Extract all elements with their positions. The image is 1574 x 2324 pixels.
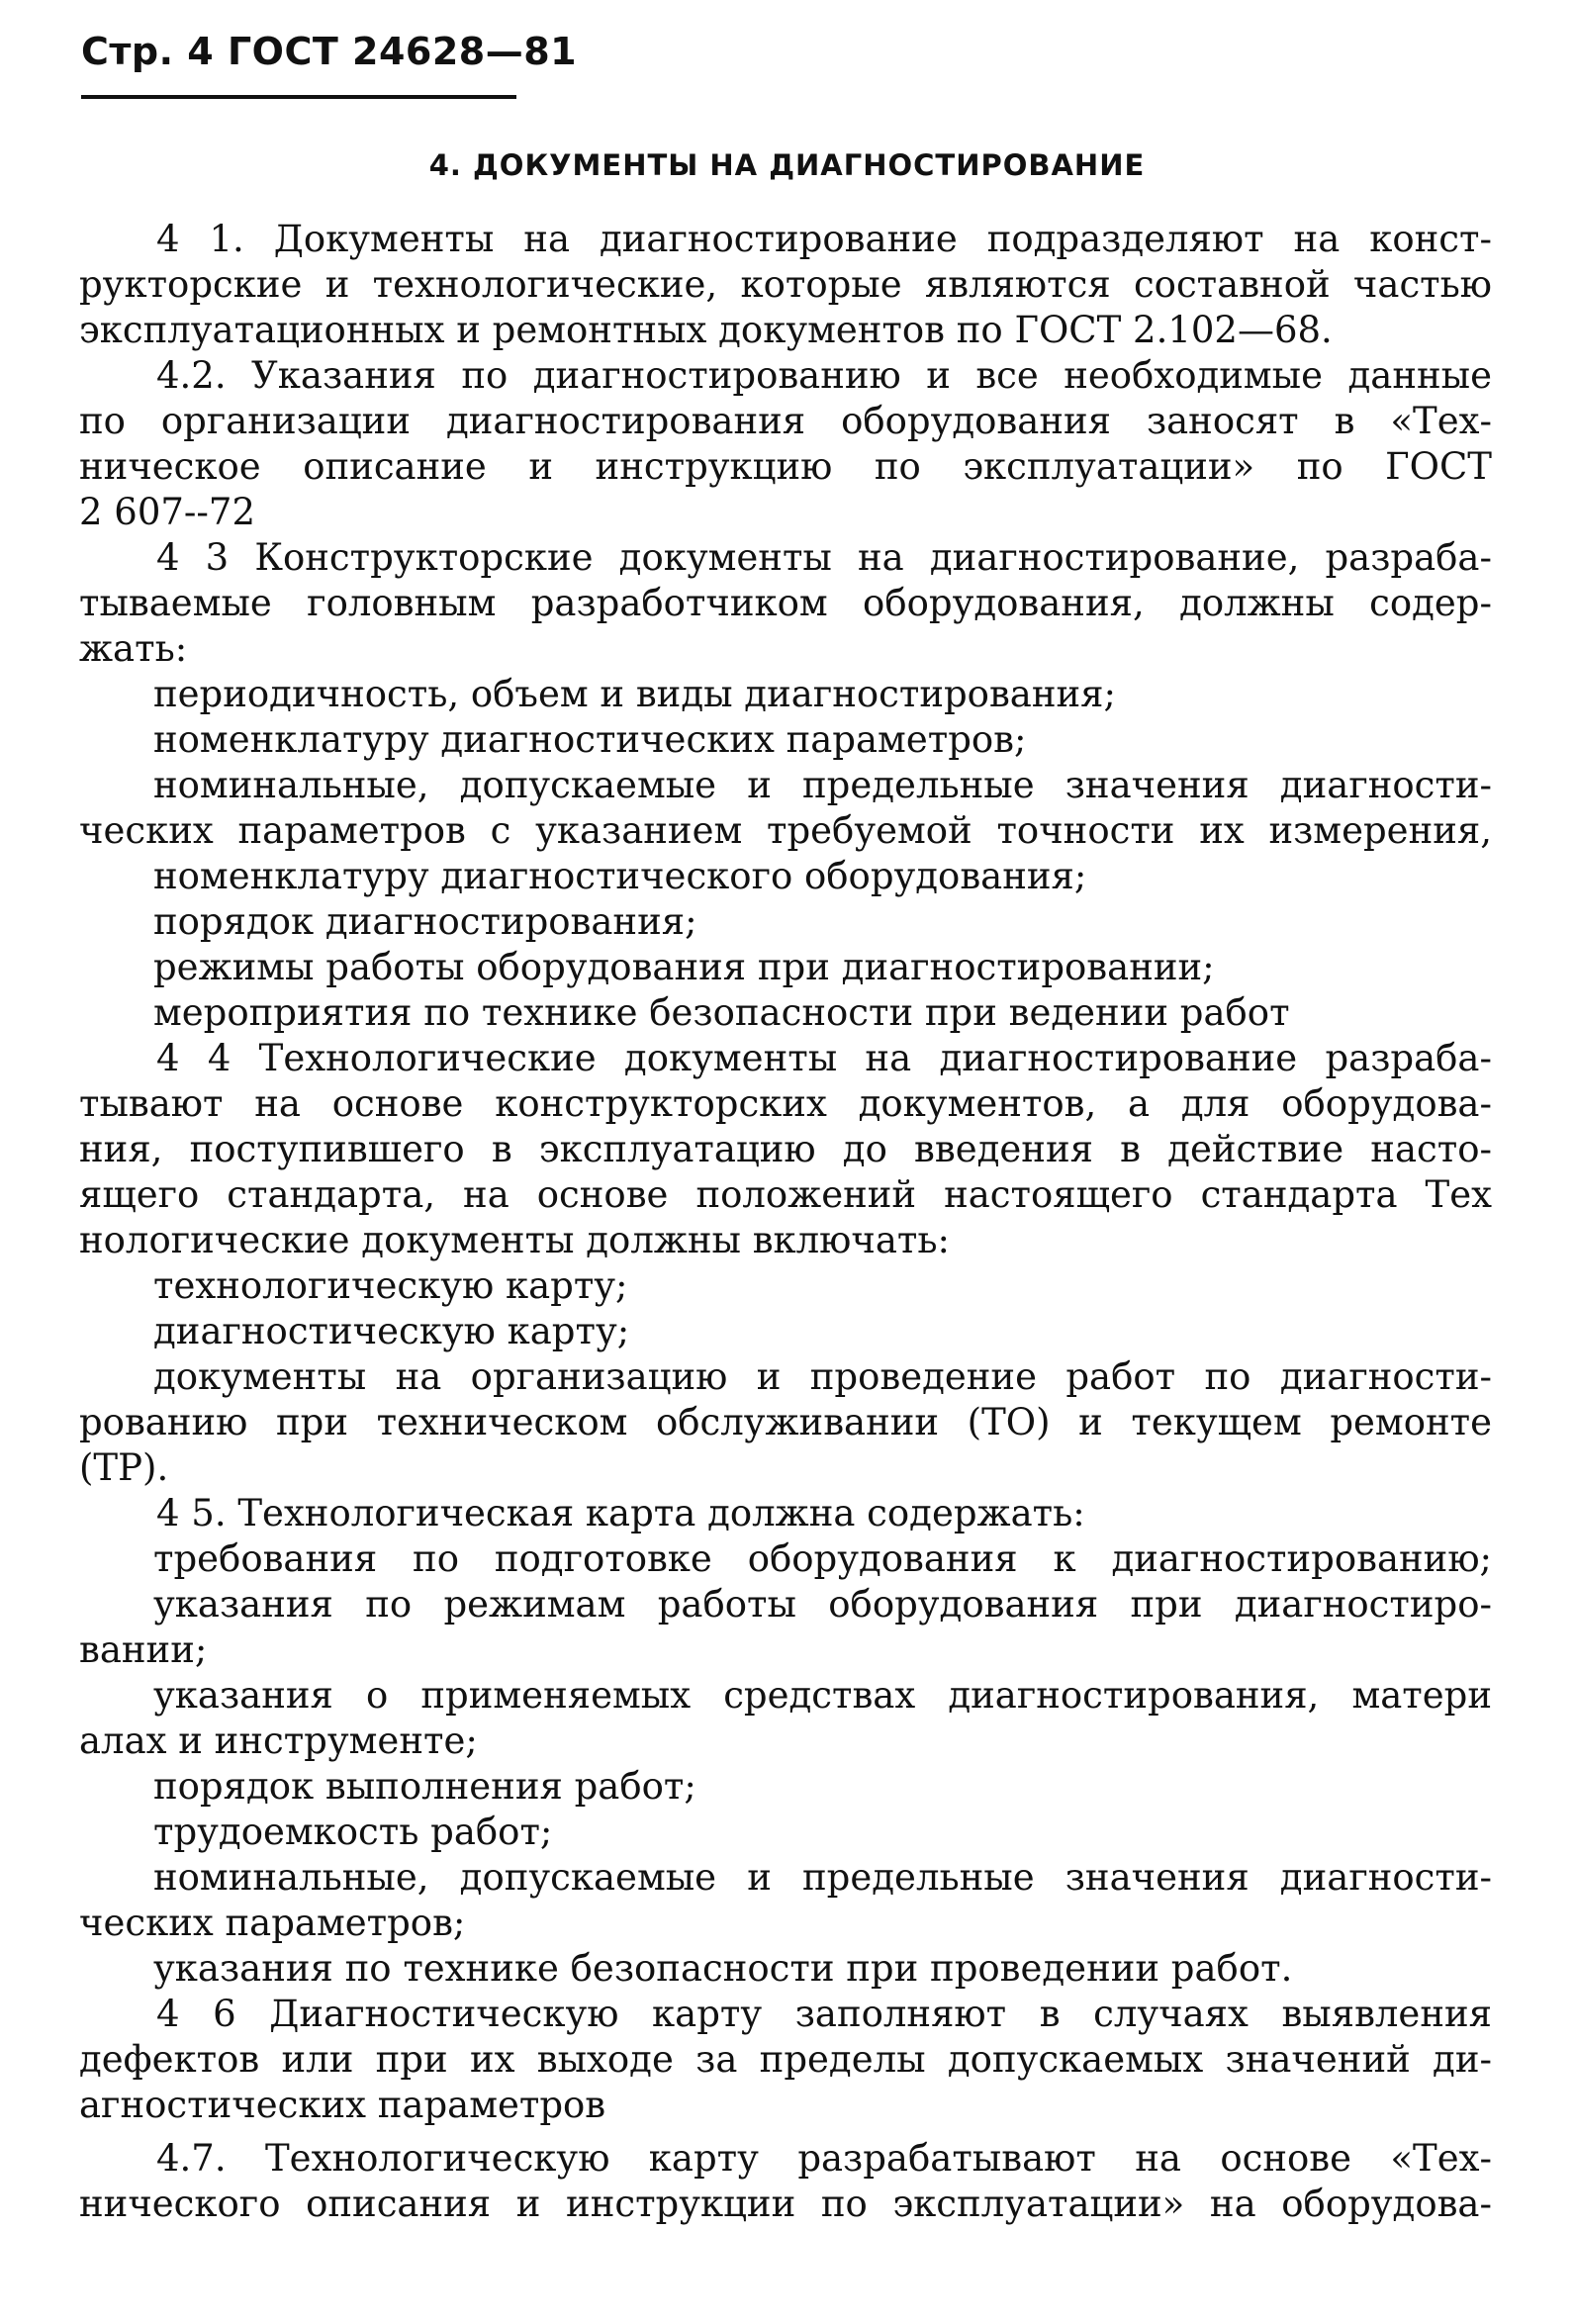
- text-line: ния, поступившего в эксплуатацию до введения в действие насто-: [79, 1128, 1492, 1170]
- header-rule: [81, 95, 516, 99]
- section-title: 4. ДОКУМЕНТЫ НА ДИАГНОСТИРОВАНИЕ: [428, 148, 1146, 182]
- text-line: вании;: [79, 1628, 208, 1671]
- text-line: 4 3 Конструкторские документы на диагностирование, разраба-: [156, 536, 1492, 579]
- text-line: 4.7. Технологическую карту разрабатывают на основе «Тех-: [156, 2137, 1492, 2180]
- text-line: номенклатуру диагностического оборудования;: [153, 855, 1087, 897]
- text-line: дефектов или при их выходе за пределы допускаемых значений ди-: [79, 2038, 1492, 2081]
- text-line: 4 6 Диагностическую карту заполняют в случаях выявления: [156, 1993, 1492, 2035]
- text-line: жать:: [79, 627, 188, 670]
- text-line: диагностическую карту;: [153, 1310, 630, 1352]
- text-line: рукторские и технологические, которые являются составной частью: [79, 263, 1492, 306]
- text-line: ящего стандарта, на основе положений настоящего стандарта Тех: [79, 1173, 1492, 1216]
- text-line: указания по режимам работы оборудования при диагностиро-: [153, 1583, 1492, 1626]
- text-line: по организации диагностирования оборудования заносят в «Тех-: [79, 400, 1492, 442]
- text-line: 4 1. Документы на диагностирование подразделяют на конст-: [156, 218, 1492, 260]
- text-line: трудоемкость работ;: [153, 1811, 553, 1853]
- text-line: номинальные, допускаемые и предельные значения диагности-: [153, 764, 1492, 806]
- text-line: тываемые головным разработчиком оборудования, должны содер-: [79, 582, 1492, 624]
- text-line: номенклатуру диагностических параметров;: [153, 718, 1027, 761]
- text-line: порядок диагностирования;: [153, 900, 697, 943]
- text-line: требования по подготовке оборудования к диагностированию;: [153, 1537, 1492, 1580]
- text-line: (ТР).: [79, 1446, 169, 1489]
- text-line: алах и инструменте;: [79, 1720, 478, 1762]
- text-line: нического описания и инструкции по эксплуатации» на оборудова-: [79, 2183, 1492, 2225]
- text-line: периодичность, объем и виды диагностирования;: [153, 673, 1116, 715]
- text-line: 2 607--72: [79, 491, 256, 533]
- text-line: ческих параметров с указанием требуемой точности их измерения,: [79, 809, 1492, 852]
- text-line: указания по технике безопасности при проведении работ.: [153, 1947, 1293, 1990]
- text-line: документы на организацию и проведение работ по диагности-: [153, 1355, 1492, 1398]
- text-line: нологические документы должны включать:: [79, 1219, 950, 1261]
- text-line: технологическую карту;: [153, 1264, 628, 1307]
- text-line: рованию при техническом обслуживании (ТО) и текущем ремонте: [79, 1401, 1492, 1443]
- text-line: 4 4 Технологические документы на диагностирование разраба-: [156, 1037, 1492, 1079]
- body-text: [79, 217, 1492, 2227]
- text-line: эксплуатационных и ремонтных документов по ГОСТ 2.102—68.: [79, 309, 1333, 351]
- text-line: мероприятия по технике безопасности при ведении работ: [153, 991, 1290, 1034]
- text-line: номинальные, допускаемые и предельные значения диагности-: [153, 1856, 1492, 1899]
- text-line: тывают на основе конструкторских документов, а для оборудова-: [79, 1082, 1492, 1125]
- text-line: порядок выполнения работ;: [153, 1765, 696, 1808]
- text-line: агностических параметров: [79, 2084, 606, 2126]
- text-line: 4 5. Технологическая карта должна содержать:: [156, 1492, 1085, 1534]
- text-line: режимы работы оборудования при диагностировании;: [153, 946, 1215, 988]
- text-line: ническое описание и инструкцию по эксплуатации» по ГОСТ: [79, 445, 1492, 488]
- text-line: ческих параметров;: [79, 1902, 466, 1944]
- text-line: указания о применяемых средствах диагностирования, матери: [153, 1674, 1492, 1717]
- text-line: 4.2. Указания по диагностированию и все необходимые данные: [156, 354, 1492, 397]
- page-header: Стр. 4 ГОСТ 24628—81: [81, 30, 578, 73]
